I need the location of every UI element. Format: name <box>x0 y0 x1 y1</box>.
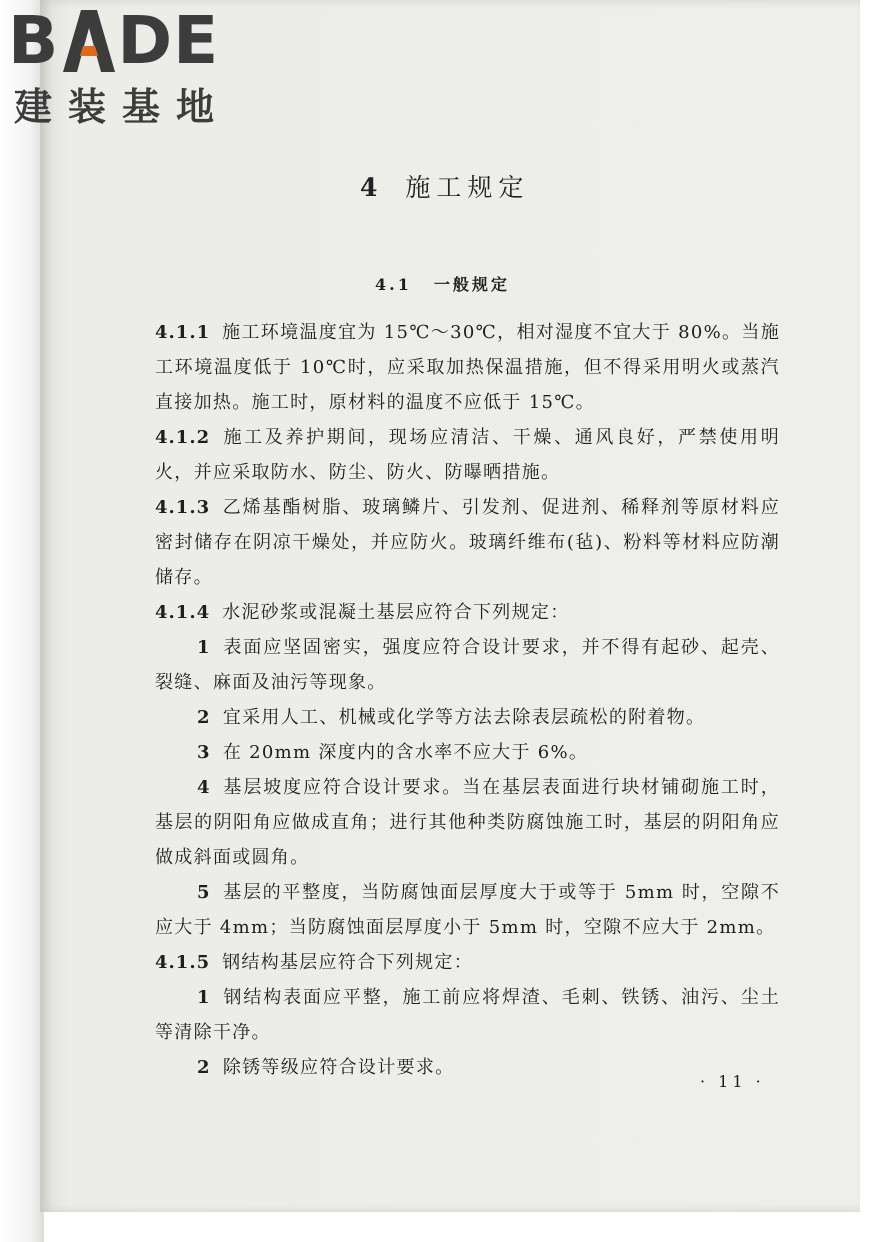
item-number: 1 <box>197 987 211 1008</box>
bade-logo <box>8 4 258 134</box>
clause-text: 乙烯基酯树脂、玻璃鳞片、引发剂、促进剂、稀释剂等原材料应密封储存在阴凉干燥处，并应防火。玻璃纤维布(毡)、粉料等材料应防潮储存。 <box>155 497 780 588</box>
list-item <box>155 700 780 735</box>
logo-wordmark: B DE <box>8 2 220 79</box>
list-item <box>155 980 780 1050</box>
clause-text: 水泥砂浆或混凝土基层应符合下列规定： <box>222 602 570 623</box>
item-text: 基层的平整度，当防腐蚀面层厚度大于或等于 5mm 时，空隙不应大于 4mm；当防腐蚀面层厚度小于 5mm 时，空隙不应大于 2mm。 <box>155 882 780 938</box>
clause-4-1-5 <box>155 945 780 980</box>
item-number: 2 <box>197 1057 211 1078</box>
section-number: 4.1 <box>375 275 412 294</box>
clause-number: 4.1.3 <box>155 497 211 518</box>
item-text: 除锈等级应符合设计要求。 <box>222 1057 455 1078</box>
section-name: 一般规定 <box>433 275 510 294</box>
chapter-title <box>360 168 529 204</box>
item-text: 在 20mm 深度内的含水率不应大于 6%。 <box>222 742 589 763</box>
clause-4-1-4 <box>155 595 780 630</box>
item-text: 钢结构表面应平整，施工前应将焊渣、毛刺、铁锈、油污、尘土等清除干净。 <box>155 987 780 1043</box>
list-item <box>155 735 780 770</box>
body-text <box>155 315 780 1085</box>
page-margin <box>0 0 44 1242</box>
clause-text: 施工及养护期间，现场应清洁、干燥、通风良好，严禁使用明火，并应采取防水、防尘、防火、防曝晒措施。 <box>155 427 780 483</box>
clause-4-1-2 <box>155 420 780 490</box>
chapter-name: 施工规定 <box>405 173 530 202</box>
item-number: 5 <box>197 882 211 903</box>
clause-4-1-1 <box>155 315 780 420</box>
clause-number: 4.1.4 <box>155 602 211 623</box>
clause-text: 钢结构基层应符合下列规定： <box>222 952 474 973</box>
item-number: 3 <box>197 742 211 763</box>
item-text: 宜采用人工、机械或化学等方法去除表层疏松的附着物。 <box>222 707 706 728</box>
clause-number: 4.1.2 <box>155 427 211 448</box>
clause-4-1-3 <box>155 490 780 595</box>
section-title <box>375 272 510 295</box>
item-number: 1 <box>197 637 211 658</box>
item-text: 表面应坚固密实，强度应符合设计要求，并不得有起砂、起壳、裂缝、麻面及油污等现象。 <box>155 637 780 693</box>
list-item <box>155 875 780 945</box>
logo-a-glyph-icon <box>63 10 115 72</box>
page-number: · 11 · <box>700 1072 765 1091</box>
logo-subtitle: 建装基地 <box>14 85 231 129</box>
clause-text: 施工环境温度宜为 15℃～30℃，相对湿度不宜大于 80%。当施工环境温度低于 10℃时，应采取加热保温措施，但不得采用明火或蒸汽直接加热。施工时，原材料的温度不应低于 15℃。 <box>155 322 780 413</box>
item-number: 2 <box>197 707 211 728</box>
list-item <box>155 1050 780 1085</box>
item-text: 基层坡度应符合设计要求。当在基层表面进行块材铺砌施工时，基层的阴阳角应做成直角；进行其他种类防腐蚀施工时，基层的阴阳角应做成斜面或圆角。 <box>155 777 780 868</box>
list-item <box>155 770 780 875</box>
item-number: 4 <box>197 777 211 798</box>
clause-number: 4.1.5 <box>155 952 211 973</box>
logo-accent-icon <box>80 46 98 56</box>
clause-number: 4.1.1 <box>155 322 211 343</box>
chapter-number: 4 <box>360 173 384 202</box>
list-item <box>155 630 780 700</box>
